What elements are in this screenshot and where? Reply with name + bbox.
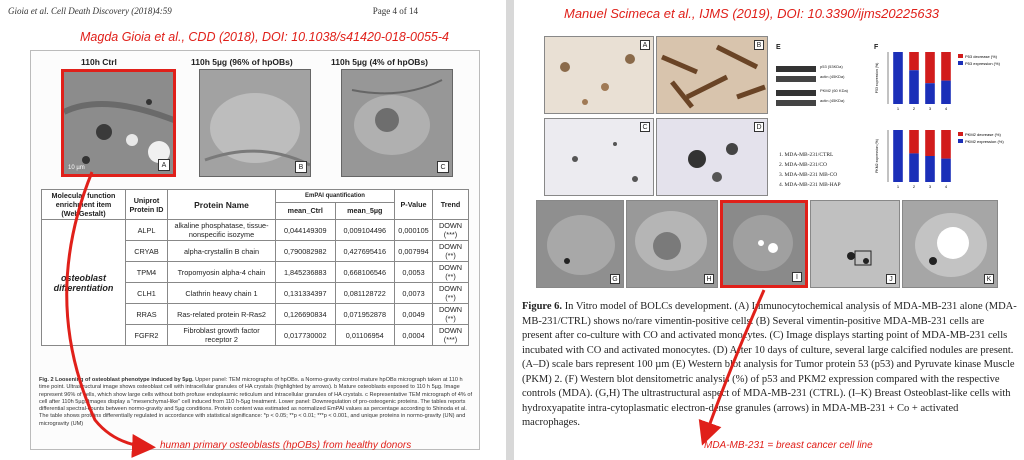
cell-s5: 0,668106546 (335, 262, 395, 283)
blot-label-3: PKM2 (60 KDa) (820, 88, 849, 93)
blot-label-1: p53 (53KDa) (820, 64, 843, 69)
cell-ctrl: 0,126690834 (276, 304, 336, 325)
cell-p: 0,0049 (395, 304, 433, 325)
cell-p: 0,0004 (395, 325, 433, 346)
panel-label-h: H (704, 274, 714, 284)
cell-trend: DOWN (**) (433, 283, 469, 304)
th-trend: Trend (433, 190, 469, 220)
red-arrow-left (67, 172, 150, 447)
category-cell: osteoblast differentiation (42, 220, 126, 346)
cell-id: FGFR2 (126, 325, 168, 346)
y-axis-label: P53 expression (%) (875, 62, 879, 94)
micro-title-a: 110h Ctrl (81, 57, 117, 67)
cell-id: RRAS (126, 304, 168, 325)
fig6-caption-body: In Vitro model of BOLCs development. (A) Immunocytochemical analysis of MDA-MB-231 alone (MDA-MB-231/CTRL) shows no/rare vimentin-positive cells. (B) Several vimentin-positive MDA-MB-231 cells are present after co-culture with CO and activated monocytes. (C) Image displays starting point of MDA-MB-231 cells incubated with CO and activated monocytes. (D) After 10 days of culture, several large calcified nodules are present. (A–D) scale bars represent 100 µm (E) Western blot analysis for Tumor protein 53 (p53) and Pyruvate kinase Muscle (PKM) 2. (F) Western blot densitometric analysis (%) of p53 and PKM2 expression compared with the respective controls (MDA). (G,H) The ultrastructural aspect of MDA-MB-231 (CTRL). (I–K) Breast Osteoblast-like cells with hydroxyapatite intra-cytoplasmatic electron-dense granules (arrows) in MDA-MB-231 + Co + activated macrophages. (522, 301, 1017, 428)
tick-label: 1 (896, 184, 900, 189)
red-arrow-overlay-right (514, 0, 1024, 460)
cell-s5: 0,071952878 (335, 304, 395, 325)
cell-trend: DOWN (**) (433, 262, 469, 283)
left-citation: Magda Gioia et al., CDD (2018), DOI: 10.1038/s41420-018-0055-4 (80, 30, 449, 44)
cell-p: 0,000105 (395, 220, 433, 241)
left-header-page: Page 4 of 14 (372, 6, 418, 16)
cell-p: 0,0053 (395, 262, 433, 283)
cell-name: alkaline phosphatase, tissue-nonspecific isozyme (168, 220, 276, 241)
legend-label: PKM2 decrease (%) (965, 132, 1001, 137)
tick-label: 1 (896, 106, 900, 111)
left-annotation: human primary osteoblasts (hpOBs) from healthy donors (160, 440, 412, 451)
panel-label-c-right: C (640, 122, 650, 132)
condition-4: 4. MDA-MB-231 MB-HAP (779, 182, 841, 188)
fig6-caption-title: Figure 6. (522, 301, 563, 312)
scale-bar-label: 10 µm (68, 165, 85, 171)
cell-s5: 0,009104496 (335, 220, 395, 241)
cell-id: CLH1 (126, 283, 168, 304)
th-mean-ctrl: mean_Ctrl (276, 202, 336, 219)
th-empai: EmPAI quantification (276, 190, 395, 203)
cell-ctrl: 0,131334397 (276, 283, 336, 304)
panel-label-k: K (984, 274, 994, 284)
cell-p: 0,0073 (395, 283, 433, 304)
panel-label-j: J (886, 274, 896, 284)
caption-title: Fig. 2 Loosening of osteoblast phenotype induced by 5µg. (39, 377, 194, 383)
panel-label-a: A (158, 159, 170, 171)
tick-label: 2 (912, 106, 916, 111)
blot-label-2: actin (45KDa) (820, 74, 845, 79)
cell-id: ALPL (126, 220, 168, 241)
legend-label: P53 decrease (%) (965, 54, 998, 59)
cell-name: Ras-related protein R-Ras2 (168, 304, 276, 325)
cell-trend: DOWN (***) (433, 220, 469, 241)
th-uniprot: Uniprot Protein ID (126, 190, 168, 220)
th-protein-name: Protein Name (168, 190, 276, 220)
cell-id: TPM4 (126, 262, 168, 283)
right-citation: Manuel Scimeca et al., IJMS (2019), DOI: 10.3390/ijms20225633 (564, 6, 940, 21)
cell-ctrl: 1,845236883 (276, 262, 336, 283)
condition-3: 3. MDA-MB-231 MB-CO (779, 172, 838, 178)
th-pvalue: P-Value (395, 190, 433, 220)
tick-label: 4 (944, 106, 948, 111)
red-arrow-right (704, 290, 764, 440)
left-paper-page (0, 0, 506, 460)
cell-name: Clathrin heavy chain 1 (168, 283, 276, 304)
cell-s5: 0,427695416 (335, 241, 395, 262)
panel-label-a-right: A (640, 40, 650, 50)
caption-body: Upper panel: TEM micrographs of hpOBs. a Normo-gravity control mature hpOBs micrograph taken at 110 h time point. Ultrastructural image shows osteoblast cell with intracellular granules of HA crystals (highlighted by arrows). b Mature osteoblasts exposed to 110 h 5µg. Image represent 96% of cells, which show large cells without both profuse endoplasmic reticulum and intracellular granules of HA crystals. c Representative TEM micrograph of 4% of cell after 110h 5µg. Images display a "mesenchymal-like" cell induced from 110 h-5µg treatment. Lower panel: Downregulation of pro-osteogenic proteins. The tables reports differential spectral-counts between normo-gravity and 5µg conditions. Protein content was estimated as normalized EmPAI values as percentage according to Shinoda et al. The table shows proteins differentially regulated in accordance with statistical significance: *p < 0.05; **p < 0.01; ***p < 0.001, and unique proteins in normo-gravity (UN) and microgravity (UM) (39, 377, 472, 427)
red-arrow-overlay (0, 0, 506, 460)
cell-name: Fibroblast growth factor receptor 2 (168, 325, 276, 346)
panel-label-i: I (792, 272, 802, 282)
panel-label-b: B (295, 161, 307, 173)
cell-trend: DOWN (***) (433, 325, 469, 346)
tick-label: 3 (928, 184, 932, 189)
right-paper-page (514, 0, 1024, 460)
panel-label-g: G (610, 274, 620, 284)
cell-id: CRYAB (126, 241, 168, 262)
cell-trend: DOWN (**) (433, 304, 469, 325)
y-axis-label: PKM2 expression (%) (875, 139, 879, 173)
panel-label-d-right: D (754, 122, 764, 132)
right-annotation: MDA-MB-231 = breast cancer cell line (704, 440, 873, 451)
cell-name: alpha-crystallin B chain (168, 241, 276, 262)
micro-title-b: 110h 5µg (96% of hpOBs) (191, 57, 293, 67)
legend-label: P53 expression (%) (965, 61, 1000, 66)
page-separator (506, 0, 514, 460)
condition-1: 1. MDA-MB-231/CTRL (779, 152, 834, 158)
th-mean-5ug: mean_5µg (335, 202, 395, 219)
condition-2: 2. MDA-MB-231/CO (779, 162, 827, 168)
tick-label: 4 (944, 184, 948, 189)
th-enrichment: Molecular function enrichment item (WebGestalt) (42, 190, 126, 220)
panel-label-b-right: B (754, 40, 764, 50)
cell-ctrl: 0,790082982 (276, 241, 336, 262)
tick-label: 3 (928, 106, 932, 111)
legend-label: PKM2 expression (%) (965, 139, 1004, 144)
micro-title-c: 110h 5µg (4% of hpOBs) (331, 57, 428, 67)
panel-label-c: C (437, 161, 449, 173)
left-header-journal: Gioia et al. Cell Death Discovery (2018)4:59 (8, 6, 172, 16)
cell-p: 0,007994 (395, 241, 433, 262)
cell-trend: DOWN (**) (433, 241, 469, 262)
panel-label-f: F (874, 44, 879, 51)
cell-s5: 0,01106954 (335, 325, 395, 346)
tick-label: 2 (912, 184, 916, 189)
cell-s5: 0,081128722 (335, 283, 395, 304)
cell-ctrl: 0,044149309 (276, 220, 336, 241)
cell-ctrl: 0,017730002 (276, 325, 336, 346)
cell-name: Tropomyosin alpha-4 chain (168, 262, 276, 283)
panel-label-e: E (776, 44, 781, 51)
blot-label-4: actin (45KDa) (820, 98, 845, 103)
